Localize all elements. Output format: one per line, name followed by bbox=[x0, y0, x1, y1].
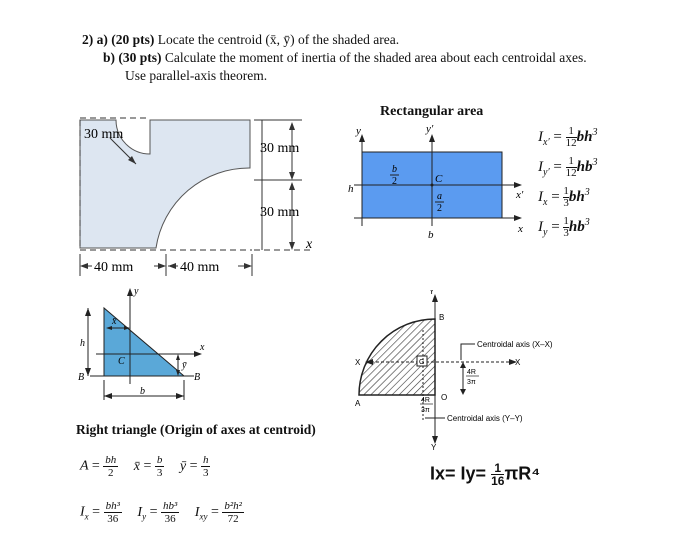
qc-b-label: B bbox=[439, 313, 445, 322]
qc-x-left: X bbox=[355, 358, 361, 367]
qc-centroidal-y: Centroidal axis (Y–Y) bbox=[447, 414, 523, 423]
question-b-prefix: b) bbox=[103, 50, 116, 65]
quarter-circle-formula bbox=[430, 462, 540, 487]
qc-centroidal-x: Centroidal axis (X–X) bbox=[477, 340, 553, 349]
rect-halfh-den: 2 bbox=[437, 203, 442, 214]
shaded-area-figure bbox=[70, 108, 330, 284]
qc-formula-num: 1 bbox=[491, 462, 504, 475]
tri-ybar-label: ȳ bbox=[182, 360, 187, 371]
question-a-points: (20 pts) bbox=[111, 32, 155, 47]
triangle-formulas-row2: $I_x$ = $\frac{\text{bh³}}{36}$ $I_y$ = $\frac{\text{hb³}}{36}$ $I_{xy}$ = $\frac{\text{b²h²}}{72}$ bbox=[80, 500, 242, 525]
rect-halfb-den: 2 bbox=[392, 176, 397, 187]
tri-b-label: b bbox=[140, 386, 145, 397]
rect-c-label: C bbox=[435, 173, 443, 185]
tri-c-label: C bbox=[118, 356, 125, 367]
mid-dimension: 30 mm bbox=[260, 205, 300, 220]
qc-x-right: X bbox=[515, 358, 521, 367]
rect-b-label: b bbox=[428, 229, 434, 241]
question-b-line2: Use parallel-axis theorem. bbox=[125, 68, 268, 83]
qc-y-top: Y bbox=[429, 290, 435, 296]
question-b-text: Calculate the moment of inertia of the shaded area about each centroidal axes. bbox=[164, 50, 587, 65]
formula-ix: $I_x$ = $\frac{1}{3}$ $bh^3$ bbox=[538, 185, 590, 209]
rect-halfh-num: a bbox=[437, 191, 442, 202]
tri-B-right: B bbox=[194, 372, 201, 383]
tri-x-label: x bbox=[200, 342, 205, 353]
rectangle-title: Rectangular area bbox=[380, 104, 484, 119]
rect-y-label: y bbox=[356, 125, 361, 137]
rect-xprime-label: x′ bbox=[516, 189, 524, 201]
radius-label: 30 mm bbox=[84, 127, 124, 142]
bottom-left-dimension: 40 mm bbox=[94, 260, 134, 275]
qc-a-label: A bbox=[355, 399, 361, 408]
quarter-circle-figure bbox=[355, 290, 615, 450]
qc-o-label: O bbox=[441, 393, 448, 402]
qc-formula-lhs: Ix= Iy= bbox=[430, 463, 487, 484]
question-a-prefix: 2) a) bbox=[82, 32, 108, 47]
rectangle-figure bbox=[340, 122, 530, 252]
question-a bbox=[82, 31, 399, 48]
tri-h-label: h bbox=[80, 338, 85, 349]
formula-ix-prime: $I_{x'}$ = $\frac{1}{12}$ $bh^3$ bbox=[538, 125, 598, 149]
rect-yprime-label: y′ bbox=[426, 123, 434, 135]
question-a-text: Locate the centroid (x̄, ȳ) of the shaded area. bbox=[157, 32, 400, 47]
tri-xbar-label: x̄ bbox=[112, 316, 117, 327]
qc-formula-rhs: πR⁴ bbox=[504, 463, 541, 484]
rectangle-formulas bbox=[538, 126, 688, 246]
triangle-figure bbox=[78, 284, 228, 404]
bottom-right-dimension: 40 mm bbox=[180, 260, 220, 275]
tri-y-label: y bbox=[134, 286, 139, 297]
rect-halfb-num: b bbox=[392, 164, 397, 175]
top-dimension: 30 mm bbox=[260, 141, 300, 156]
question-b bbox=[103, 49, 587, 66]
qc-g-label: G bbox=[419, 359, 425, 366]
qc-4r-b: 4R bbox=[421, 397, 430, 404]
qc-3pi-a: 3π bbox=[467, 379, 476, 386]
rect-h-label: h bbox=[348, 183, 354, 195]
qc-4r-a: 4R bbox=[467, 369, 476, 376]
formula-iy-prime: $I_{y'}$ = $\frac{1}{12}$ $hb^3$ bbox=[538, 155, 598, 179]
triangle-formulas-row1: A = $\frac{bh}{2}$ x̄ = $\frac{b}{3}$ ȳ = $\frac{h}{3}$ bbox=[80, 454, 209, 479]
tri-B-left: B bbox=[78, 372, 85, 383]
formula-iy: $I_y$ = $\frac{1}{3}$ $hb^3$ bbox=[538, 215, 590, 239]
qc-y-bottom: Y bbox=[431, 443, 437, 450]
question-b-points: (30 pts) bbox=[118, 50, 162, 65]
qc-formula-den: 16 bbox=[491, 474, 505, 488]
rect-x-label: x bbox=[518, 223, 523, 235]
qc-3pi-b: 3π bbox=[421, 407, 430, 414]
triangle-caption: Right triangle (Origin of axes at centroid) bbox=[76, 422, 316, 437]
x-axis-label: x bbox=[306, 237, 313, 252]
